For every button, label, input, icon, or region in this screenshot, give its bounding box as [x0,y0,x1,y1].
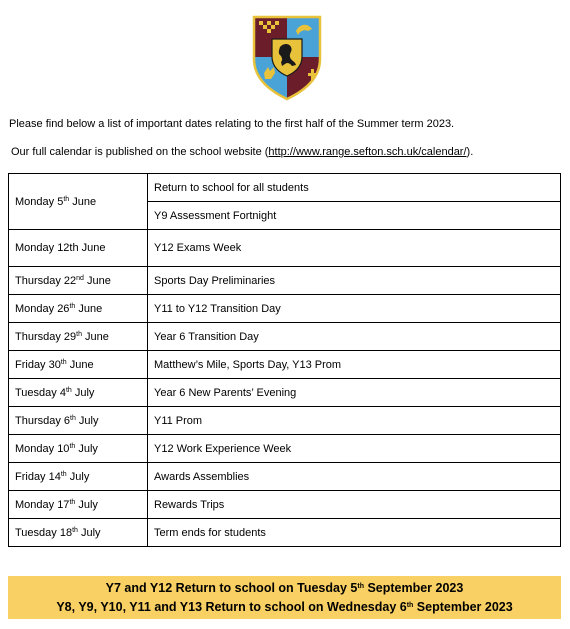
table-row [9,323,561,351]
event-cell: Y11 to Y12 Transition Day [148,295,561,323]
banner-line-2: Y8, Y9, Y10, Y11 and Y13 Return to school on Wednesday 6th September 2023 [56,600,513,614]
date-cell: Thursday 29th June [9,323,148,351]
event-cell: Y12 Work Experience Week [148,435,561,463]
date-cell: Monday 5th June [9,174,148,230]
table-row [9,230,561,267]
date-cell: Friday 30th June [9,351,148,379]
table-row [9,267,561,295]
calendar-note-prefix: Our full calendar is published on the school website ( [11,146,269,158]
calendar-note [11,146,473,158]
date-cell: Thursday 6th July [9,407,148,435]
table-row [9,174,561,202]
table-row [9,463,561,491]
event-cell: Return to school for all students [148,174,561,202]
school-crest-logo [250,13,324,101]
date-cell: Tuesday 18th July [9,519,148,547]
table-row [9,351,561,379]
table-row [9,407,561,435]
event-cell: Matthew’s Mile, Sports Day, Y13 Prom [148,351,561,379]
table-row [9,295,561,323]
calendar-link[interactable]: http://www.range.sefton.sch.uk/calendar/ [268,146,467,158]
event-cell: Term ends for students [148,519,561,547]
date-cell: Monday 17th July [9,491,148,519]
table-row [9,435,561,463]
event-cell: Year 6 New Parents’ Evening [148,379,561,407]
banner-line-1: Y7 and Y12 Return to school on Tuesday 5th September 2023 [105,581,464,595]
table-row [9,519,561,547]
event-cell: Sports Day Preliminaries [148,267,561,295]
date-cell: Monday 12th June [9,230,148,267]
event-cell: Y12 Exams Week [148,230,561,267]
event-cell: Rewards Trips [148,491,561,519]
date-cell: Monday 26th June [9,295,148,323]
date-cell: Thursday 22nd June [9,267,148,295]
calendar-note-suffix: ). [466,146,474,158]
date-cell: Friday 14th July [9,463,148,491]
event-cell: Year 6 Transition Day [148,323,561,351]
event-cell: Y9 Assessment Fortnight [148,202,561,230]
intro-text: Please find below a list of important dates relating to the first half of the Summer term 2023. [9,118,455,130]
return-dates-banner [8,576,561,619]
date-cell: Tuesday 4th July [9,379,148,407]
table-row [9,379,561,407]
event-cell: Awards Assemblies [148,463,561,491]
event-cell: Y11 Prom [148,407,561,435]
important-dates-table [8,173,561,547]
table-row [9,491,561,519]
date-cell: Monday 10th July [9,435,148,463]
